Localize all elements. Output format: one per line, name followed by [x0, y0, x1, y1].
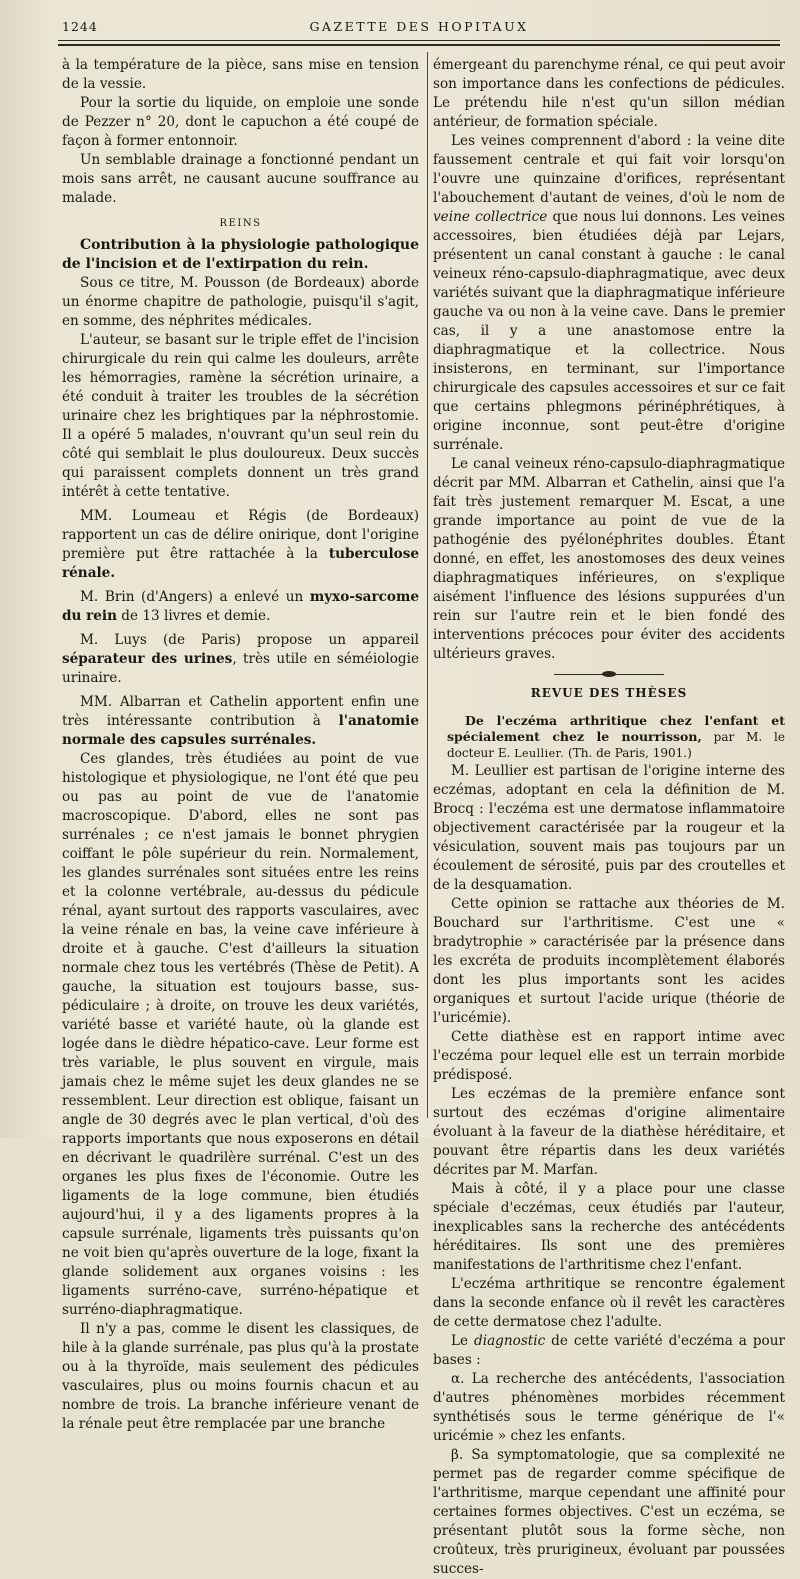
paragraph: émergeant du parenchyme rénal, ce qui peut avoir son importance dans les confections de pédicules. Le prétendu hile n'est qu'un sillon médian antérieur, de formation spéciale. — [433, 57, 785, 130]
bold-term: tuberculose rénale. — [62, 546, 419, 581]
left-column — [62, 56, 419, 1434]
text-run: M. Luys (de Paris) propose un appareil — [80, 632, 419, 648]
paragraph: β. Sa symptomatologie, que sa complexité ne permet pas de regarder comme spécifique de l'arthritisme, marque cependant une affinité pour certaines formes objectives. C'est un eczéma, se présentant plutôt sous la forme sèche, non croûteux, très prurigineux, évoluant par poussées succes- — [433, 1447, 785, 1577]
paragraph — [433, 1332, 785, 1370]
text-run: de 13 livres et demie. — [116, 608, 271, 624]
paragraph: Pour la sortie du liquide, on emploie une sonde de Pezzer n° 20, dont le capuchon a été coupé de façon à former entonnoir. — [62, 95, 419, 149]
paragraph: L'auteur, se basant sur le triple effet de l'incision chirurgicale du rein qui calme les douleurs, arrête les hémorragies, ramène la sécrétion urinaire, a été conduit à traiter les troubles de la sécrétion urinaire chez les brightiques par la néphrostomie. Il a opéré 5 malades, n'ouvrant qu'un seul rein du côté qui semblait le plus douloureux. Deux succès qui paraissent complets donnent un très grand intérêt à cette tentative. — [62, 332, 419, 500]
page-number: 1244 — [62, 19, 98, 34]
paragraph: α. La recherche des antécédents, l'association d'autres phénomènes morbides récemment synthétisés sous le terme générique de l'« uricémie » chez les enfants. — [433, 1371, 785, 1444]
text-run: , très utile en séméiologie urinaire. — [62, 651, 419, 686]
text-run: M. Brin (d'Angers) a enlevé un — [80, 589, 310, 605]
bold-term: séparateur des urines — [62, 651, 233, 667]
paragraph — [62, 631, 419, 688]
header-rule-thick — [58, 44, 780, 46]
paragraph: Cette diathèse est en rapport intime avec l'eczéma pour lequel elle est un terrain morbide prédisposé. — [433, 1029, 785, 1083]
thesis-title: De l'eczéma arthritique chez l'enfant et spécialement chez le nourrisson, — [447, 713, 785, 744]
revue-des-theses-heading: REVUE DES THÈSES — [530, 686, 688, 700]
paragraph — [62, 507, 419, 583]
paragraph: Le canal veineux réno-capsulo-diaphragmatique décrit par MM. Albarran et Cathelin, ainsi que l'a fait très justement remarquer M. Escat, a une grande importance au point de vue de la pathogénie des pyélonéphrites doubles. Étant donné, en effet, les anostomoses des deux veines diaphragmatiques inférieures, on s'explique aisément l'influence des lésions suppurées d'un rein sur l'autre rein et le bien fondé des interventions précoces pour éviter des accidents ultérieurs graves. — [433, 456, 785, 662]
bold-term: myxo-sarcome du rein — [62, 589, 419, 624]
paragraph: Un semblable drainage a fonctionné pendant un mois sans arrêt, ne causant aucune souffrance au malade. — [62, 152, 419, 206]
paragraph: à la température de la pièce, sans mise en tension de la vessie. — [62, 57, 419, 92]
text-run: de cette variété d'eczéma a pour bases : — [433, 1333, 785, 1368]
italic-term: diagnostic — [474, 1333, 546, 1349]
text-run: MM. Loumeau et Régis (de Bordeaux) rapportent un cas de délire onirique, dont l'origine première put être rattachée à la — [62, 508, 419, 562]
italic-term: veine collectrice — [433, 209, 548, 225]
page-header — [58, 16, 780, 38]
ornament-dot — [602, 671, 616, 677]
header-rule-thin — [58, 40, 780, 41]
paragraph: Les eczémas de la première enfance sont surtout des eczémas d'origine alimentaire évoluant à la faveur de la diathèse héréditaire, et pouvant être répartis dans les deux variétés décrites par M. Marfan. — [433, 1086, 785, 1178]
text-run: que nous lui donnons. Les veines accessoires, bien étudiées déjà par Lejars, présentent un canal constant à gauche : le canal veineux réno-capsulo-diaphragmatique, avec deux variétés suivant que la diaphragmatique inférieure gauche va ou non à la veine cave. Dans le premier cas, il y a une anastomose entre la diaphragmatique et la collectrice. Nous insisterons, en terminant, sur l'importance chirurgicale des capsules accessoires et sur ce fait que certains phlegmons périnéphrétiques, à origine inconnue, sont peut-être d'origine surrénale. — [433, 209, 786, 453]
paragraph: L'eczéma arthritique se rencontre également dans la seconde enfance où il revêt les caractères de cette dermatose chez l'adulte. — [433, 1276, 785, 1330]
paragraph — [62, 693, 419, 750]
text-run: Le — [451, 1333, 475, 1349]
paragraph: Cette opinion se rattache aux théories de M. Bouchard sur l'arthritisme. C'est une « bradytrophie » caractérisée par la présence dans les excréta de produits incomplètement élaborés dont les plus importants sont les acides organiques et surtout l'acide urique (théorie de l'uricémie). — [433, 896, 785, 1026]
article-title: Contribution à la physiologie pathologique de l'incision et de l'extirpation du rein. — [62, 237, 419, 272]
text-run: (Th. de Paris, 1901.) — [564, 746, 692, 760]
paragraph: Ces glandes, très étudiées au point de vue histologique et physiologique, ne l'ont été que peu ou pas au point de vue de l'anatomie macroscopique. D'abord, elles ne sont pas surrénales ; ce n'est jamais le bonnet phrygien coiffant le pôle supérieur du rein. Normalement, les glandes surrénales sont situées entre les reins et la colonne vertébrale, au-dessus du pédicule rénal, ayant surtout des rapports vasculaires, avec la veine rénale en bas, la veine cave inférieure à droite et à gauche. C'est d'ailleurs la situation normale chez tous les vertébrés (Thèse de Petit). A gauche, la situation est toujours basse, sus-pédiculaire ; à droite, on trouve les deux variétés, variété basse et variété haute, où la glande est logée dans le dièdre hépatico-cave. Leur forme est très variable, le plus souvent en virgule, mais jamais chez le même sujet les deux glandes ne se ressemblent. Leur direction est oblique, faisant un angle de 30 degrés avec le plan vertical, d'où des rapports importants que nous exposerons en détail en décrivant le quadrilère surrénal. C'est un des organes les plus fixes de l'économie. Outre les ligaments de la loge commune, bien étudiés aujourd'hui, il y a des ligaments propres à la capsule surrénale, ligaments très puissants qu'on ne voit bien qu'après ouverture de la loge, fixant la glande solidement aux organes voisins : les ligaments surréno-cave, surréno-hépatique et surréno-diaphragmatique. — [62, 751, 419, 1318]
section-ornament — [554, 670, 664, 678]
paragraph: Mais à côté, il y a place pour une classe spéciale d'eczémas, ceux étudiés par l'auteur, inexplicables sans la recherche des antécédents héréditaires. Ils sont une des premières manifestations de l'arthritisme chez l'enfant. — [433, 1181, 785, 1273]
thesis-author: Leullier. — [514, 747, 565, 760]
paragraph: Il n'y a pas, comme le disent les classiques, de hile à la glande surrénale, pas plus qu'à la prostate ou à la thyroïde, mais seulement des pédicules vasculaires, plus ou moins fournis chacun et au nombre de trois. La branche inférieure venant de la rénale peut être remplacée par une branche — [62, 1321, 419, 1432]
paragraph — [62, 588, 419, 626]
paragraph: Sous ce titre, M. Pousson (de Bordeaux) aborde un énorme chapitre de pathologie, puisqu'il s'agit, en somme, des néphrites médicales. — [62, 275, 419, 329]
column-separator — [427, 52, 428, 1118]
text-run: Les veines comprennent d'abord : la veine dite faussement centrale et qui fait voir lorsqu'on l'ouvre une quinzaine d'orifices, représentant l'abouchement d'autant de veines, d'où le nom de — [433, 133, 785, 206]
paragraph — [433, 132, 785, 455]
paragraph: M. Leullier est partisan de l'origine interne des eczémas, adoptant en cela la définition de M. Brocq : l'eczéma est une dermatose inflammatoire objectivement caractérisée par la rougeur et la vésiculation, souvent mais pas toujours par un écoulement de sérosité, puis par des croutelles et de la desquamation. — [433, 763, 785, 893]
text-run: MM. Albarran et Cathelin apportent enfin une très intéressante contribution à — [62, 694, 419, 729]
right-column — [433, 56, 785, 1579]
section-label-reins: REINS — [219, 218, 262, 229]
journal-title: GAZETTE DES HOPITAUX — [309, 19, 529, 34]
thesis-citation — [433, 713, 785, 762]
bold-term: l'anatomie normale des capsules surrénales. — [62, 713, 419, 748]
text-run: par M. le docteur E. — [447, 730, 785, 760]
